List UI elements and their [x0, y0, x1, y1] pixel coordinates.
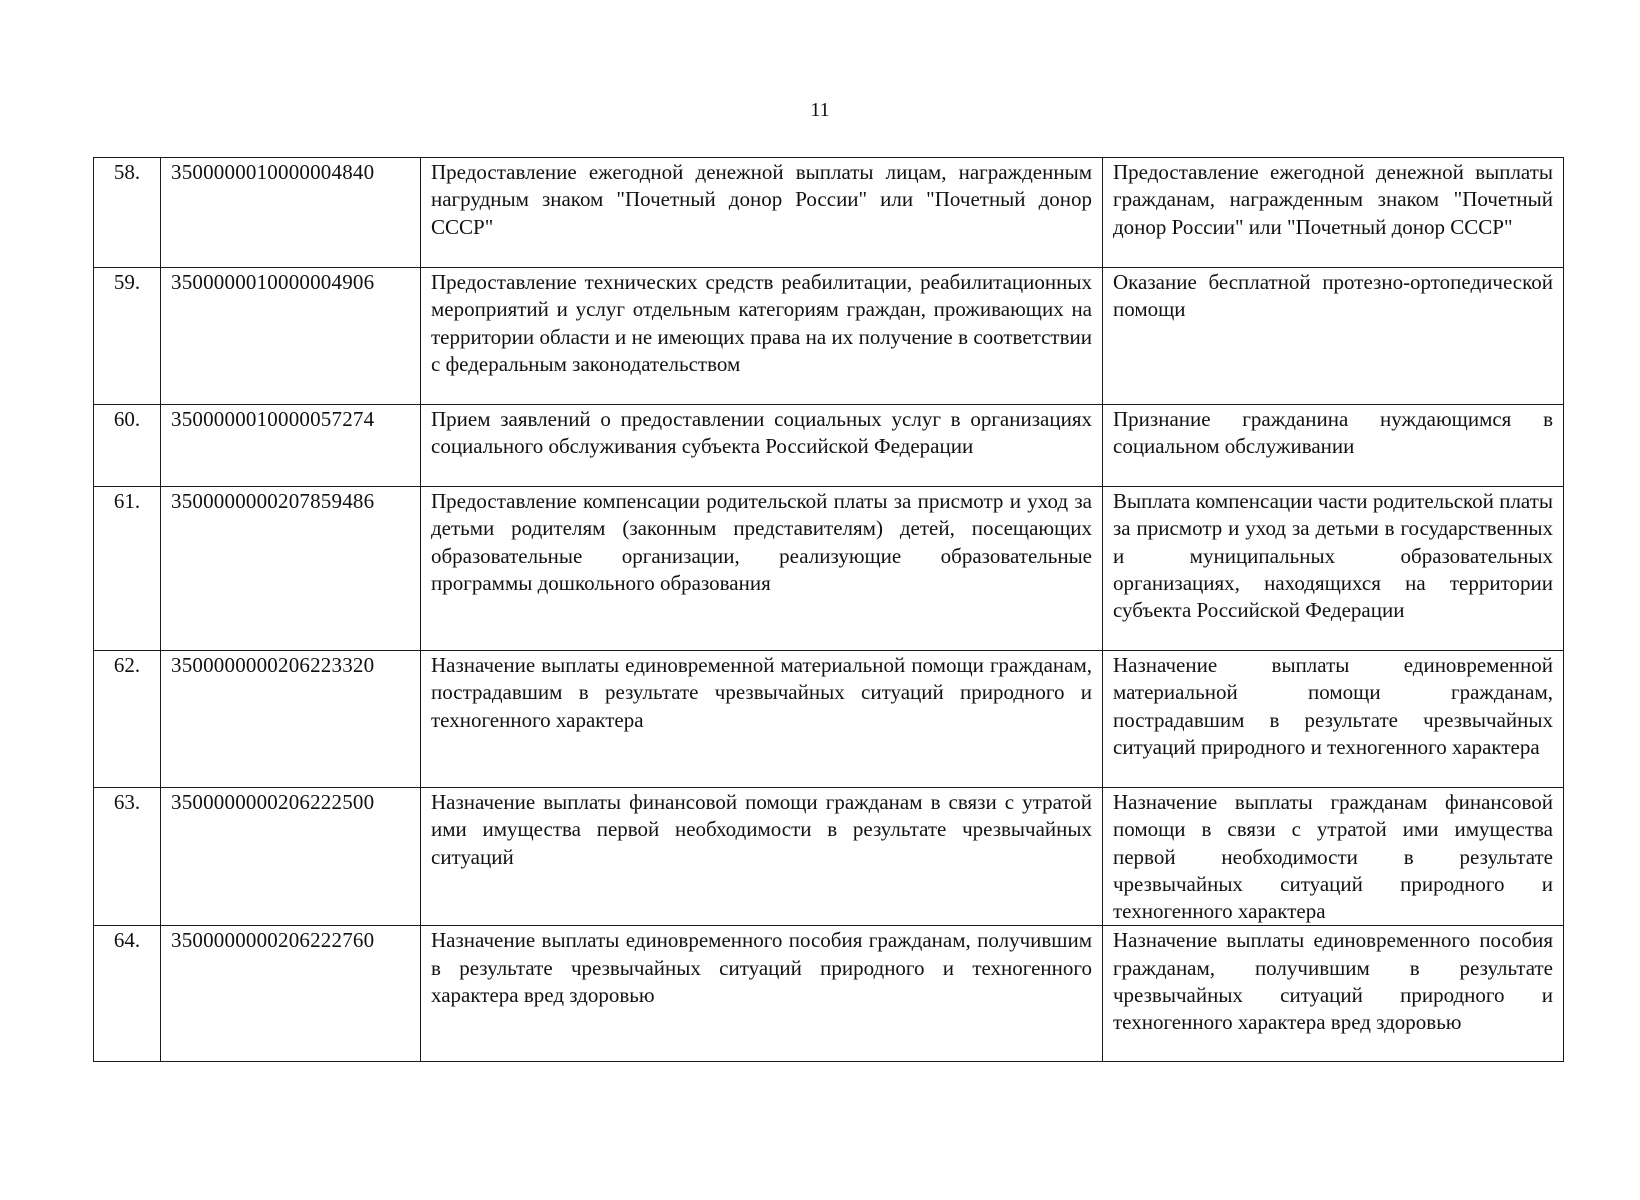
table-row	[94, 487, 1564, 651]
row-number: 59.	[94, 268, 161, 405]
service-code: 3500000010000004840	[161, 158, 421, 268]
service-code: 3500000000207859486	[161, 487, 421, 651]
table-row	[94, 926, 1564, 1062]
service-code: 3500000000206222760	[161, 926, 421, 1062]
page-number: 11	[810, 99, 830, 121]
row-number: 58.	[94, 158, 161, 268]
service-full-name: Назначение выплаты финансовой помощи гражданам в связи с утратой ими имущества первой необходимости в результате чрезвычайных ситуаций	[421, 788, 1103, 926]
service-code: 3500000010000057274	[161, 405, 421, 487]
service-short-name: Назначение выплаты единовременной материальной помощи гражданам, пострадавшим в результате чрезвычайных ситуаций природного и техногенного характера	[1103, 651, 1564, 788]
service-full-name: Предоставление ежегодной денежной выплаты лицам, награжденным нагрудным знаком "Почетный донор России" или "Почетный донор СССР"	[421, 158, 1103, 268]
service-short-name: Признание гражданина нуждающимся в социальном обслуживании	[1103, 405, 1564, 487]
table-row	[94, 405, 1564, 487]
service-full-name: Предоставление технических средств реабилитации, реабилитационных мероприятий и услуг отдельным категориям граждан, проживающих на территории области и не имеющих права на их получение в соответствии с федеральным законодательством	[421, 268, 1103, 405]
service-short-name: Предоставление ежегодной денежной выплаты гражданам, награжденным знаком "Почетный донор России" или "Почетный донор СССР"	[1103, 158, 1564, 268]
service-full-name: Назначение выплаты единовременного пособия гражданам, получившим в результате чрезвычайных ситуаций природного и техногенного характера вред здоровью	[421, 926, 1103, 1062]
service-full-name: Назначение выплаты единовременной материальной помощи гражданам, пострадавшим в результате чрезвычайных ситуаций природного и техногенного характера	[421, 651, 1103, 788]
table-row	[94, 158, 1564, 268]
service-full-name: Прием заявлений о предоставлении социальных услуг в организациях социального обслуживания субъекта Российской Федерации	[421, 405, 1103, 487]
service-full-name: Предоставление компенсации родительской платы за присмотр и уход за детьми родителям (законным представителям) детей, посещающих образовательные организации, реализующие образовательные программы дошкольного образования	[421, 487, 1103, 651]
row-number: 61.	[94, 487, 161, 651]
row-number: 60.	[94, 405, 161, 487]
row-number: 63.	[94, 788, 161, 926]
services-table	[93, 157, 1564, 1062]
row-number: 62.	[94, 651, 161, 788]
service-code: 3500000000206222500	[161, 788, 421, 926]
service-short-name: Назначение выплаты единовременного пособия гражданам, получившим в результате чрезвычайных ситуаций природного и техногенного характера вред здоровью	[1103, 926, 1564, 1062]
service-code: 3500000010000004906	[161, 268, 421, 405]
table-row	[94, 788, 1564, 926]
service-short-name: Назначение выплаты гражданам финансовой помощи в связи с утратой ими имущества первой необходимости в результате чрезвычайных ситуаций природного и техногенного характера	[1103, 788, 1564, 926]
service-code: 3500000000206223320	[161, 651, 421, 788]
service-short-name: Выплата компенсации части родительской платы за присмотр и уход за детьми в государственных и муниципальных образовательных организациях, находящихся на территории субъекта Российской Федерации	[1103, 487, 1564, 651]
service-short-name: Оказание бесплатной протезно-ортопедической помощи	[1103, 268, 1564, 405]
table-row	[94, 651, 1564, 788]
row-number: 64.	[94, 926, 161, 1062]
table-row	[94, 268, 1564, 405]
